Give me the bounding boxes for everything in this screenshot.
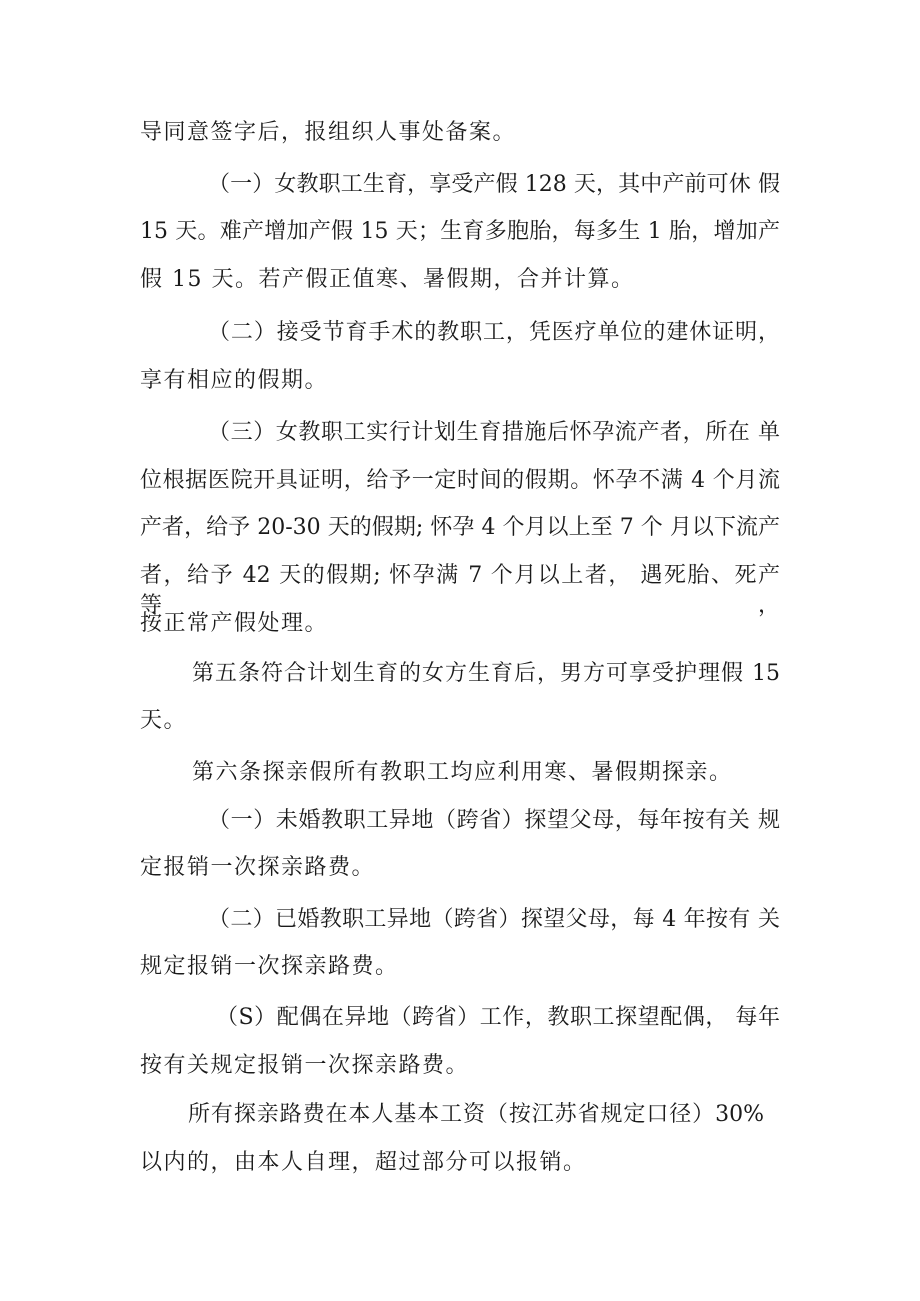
paragraph-line: 天。: [140, 708, 188, 733]
paragraph-line: 导同意签字后，报组织人事处备案。: [140, 120, 517, 145]
paragraph-line: （三）女教职工实行计划生育措施后怀孕流产者，所在 单: [208, 420, 780, 445]
paragraph-line: （二）已婚教职工异地（跨省）探望父母，每 4 年按有 关: [208, 907, 780, 932]
paragraph-line: 15 天。难产增加产假 15 天；生育多胞胎，每多生 1 胎，增加产: [140, 219, 780, 244]
paragraph-line: 按正常产假处理。: [140, 611, 329, 636]
paragraph-line: 者，给予 42 天的假期; 怀孕满 7 个月以上者， 遇死胎、死产等，: [140, 563, 780, 618]
paragraph-line: 产者，给予 20-30 天的假期; 怀孕 4 个月以上至 7 个 月以下流产: [140, 515, 780, 540]
paragraph-line: 享有相应的假期。: [140, 368, 329, 393]
paragraph-line: 第五条符合计划生育的女方生育后，男方可享受护理假 15: [192, 661, 780, 686]
paragraph-line: （S）配偶在异地（跨省）工作，教职工探望配偶， 每年: [216, 1005, 780, 1030]
paragraph-line: 第六条探亲假所有教职工均应利用寒、暑假期探亲。: [192, 760, 733, 785]
paragraph-line: 以内的，由本人自理，超过部分可以报销。: [140, 1150, 587, 1175]
paragraph-line: 假 15 天。若产假正值寒、暑假期，合并计算。: [140, 267, 635, 292]
paragraph-line: （一）未婚教职工异地（跨省）探望父母，每年按有关 规: [208, 808, 780, 833]
paragraph-line: 规定报销一次探亲路费。: [140, 954, 399, 979]
paragraph-line: 按有关规定报销一次探亲路费。: [140, 1053, 470, 1078]
paragraph-line: 位根据医院开具证明，给予一定时间的假期。怀孕不满 4 个月流: [140, 468, 780, 493]
paragraph-line: 所有探亲路费在本人基本工资（按江苏省规定口径）30%: [188, 1102, 764, 1127]
paragraph-line: 定报销一次探亲路费。: [140, 855, 376, 880]
paragraph-line: （一）女教职工生育，享受产假 128 天，其中产前可休 假: [208, 172, 780, 197]
paragraph-line: （二）接受节育手术的教职工，凭医疗单位的建休证明，: [208, 320, 780, 345]
